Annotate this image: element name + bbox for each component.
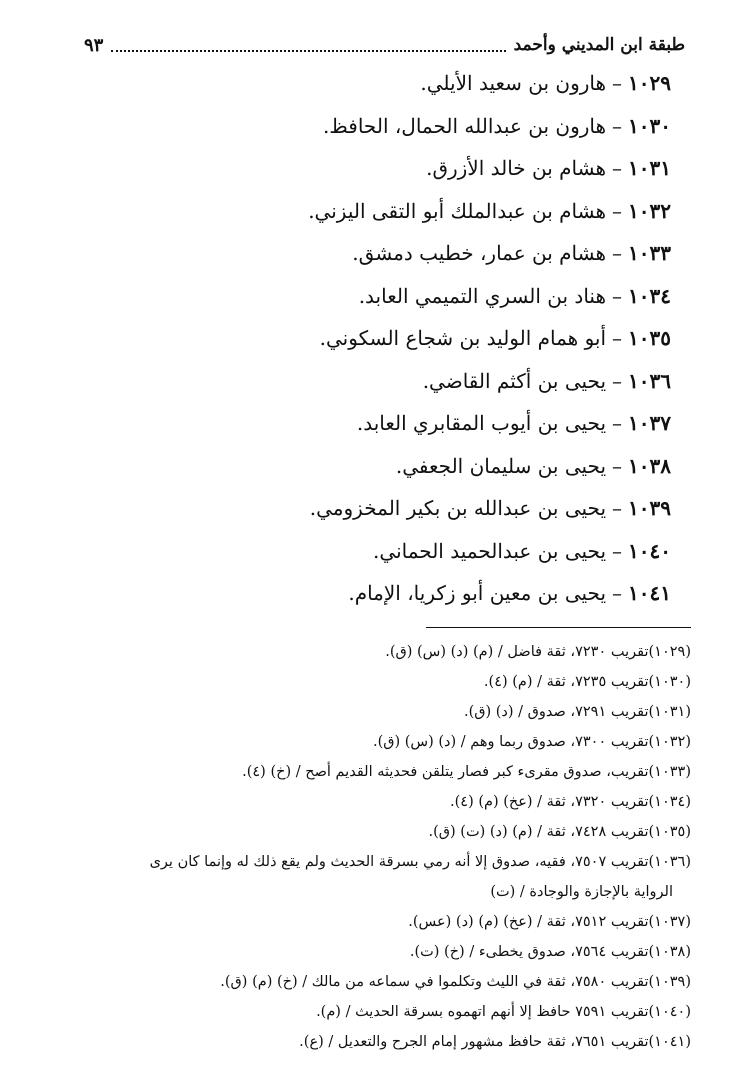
entry-number: ١٠٣٤ (628, 283, 671, 308)
header-leader-dots (111, 38, 505, 52)
entry-text: هارون بن سعيد الأيلي. (420, 71, 607, 95)
entry-number: ١٠٣٣ (628, 241, 671, 265)
footnote: (١٠٣٩)تقريب ٧٥٨٠، ثقة في الليث وتكلموا في سماعه من مالك / (خ) (م) (ق). (220, 974, 691, 990)
footnotes (80, 637, 691, 1057)
footnote: (١٠٣٢)تقريب ٧٣٠٠، صدوق ربما وهم / (د) (س) (ق). (372, 734, 691, 750)
entry-item: ١٠٢٩–هارون بن سعيد الأيلي. (40, 68, 671, 111)
entry-number: ١٠٣١ (628, 156, 671, 180)
entry-number: ١٠٣٠ (628, 113, 671, 138)
entry-text: يحيى بن سليمان الجعفي. (395, 453, 607, 478)
entry-text: يحيى بن عبدالله بن بكير المخزومي. (309, 496, 607, 520)
entry-text: يحيى بن معين أبو زكريا، الإمام. (348, 581, 607, 605)
entry-number: ١٠٤١ (628, 581, 671, 605)
footnote-continuation: الرواية بالإجازة والوجادة / (ت) (490, 884, 673, 900)
entry-number: ١٠٢٩ (628, 71, 671, 95)
entry-item: ١٠٣٩–يحيى بن عبدالله بن بكير المخزومي. (40, 493, 671, 536)
entry-number: ١٠٣٧ (628, 411, 671, 435)
entry-item: ١٠٣٦–يحيى بن أكثم القاضي. (40, 366, 671, 409)
entry-number: ١٠٣٢ (628, 198, 671, 223)
footnote: (١٠٣٣)تقريب، صدوق مقرىء كبر فصار يتلقن فحديثه القديم أصح / (خ) (٤). (242, 764, 691, 780)
footnote: (١٠٣٨)تقريب ٧٥٦٤، صدوق يخطىء / (خ) (ت). (409, 944, 691, 960)
entry-text: هشام بن عبدالملك أبو التقى اليزني. (308, 198, 607, 223)
footnote: (١٠٣٧)تقريب ٧٥١٢، ثقة / (عخ) (م) (د) (عس). (408, 914, 691, 930)
entry-text: هشام بن خالد الأزرق. (426, 156, 607, 180)
entry-number: ١٠٤٠ (628, 538, 671, 563)
entry-item: ١٠٣٢–هشام بن عبدالملك أبو التقى اليزني. (40, 196, 671, 239)
footnote: (١٠٤١)تقريب ٧٦٥١، ثقة حافظ مشهور إمام الجرح والتعديل / (ع). (299, 1034, 691, 1050)
entry-item: ١٠٤٠–يحيى بن عبدالحميد الحماني. (40, 536, 671, 579)
header-title: طبقة ابن المديني وأحمد (513, 35, 685, 55)
footnote: (١٠٣٦)تقريب ٧٥٠٧، فقيه، صدوق إلا أنه رمي بسرقة الحديث ولم يقع ذلك له وإنما كان يرى (149, 854, 691, 870)
footnote: (١٠٢٩)تقريب ٧٢٣٠، ثقة فاضل / (م) (د) (س) (ق). (385, 644, 691, 660)
entry-text: أبو همام الوليد بن شجاع السكوني. (319, 326, 607, 350)
entry-text: يحيى بن أيوب المقابري العابد. (356, 411, 607, 435)
entry-list (40, 68, 671, 621)
entry-text: هشام بن عمار، خطيب دمشق. (352, 241, 607, 265)
entry-item: ١٠٤١–يحيى بن معين أبو زكريا، الإمام. (40, 578, 671, 621)
entry-text: هناد بن السري التميمي العابد. (358, 283, 607, 308)
entry-number: ١٠٣٩ (628, 496, 671, 520)
entry-item: ١٠٣٠–هارون بن عبدالله الحمال، الحافظ. (40, 111, 671, 154)
entry-item: ١٠٣٣–هشام بن عمار، خطيب دمشق. (40, 238, 671, 281)
entry-text: يحيى بن أكثم القاضي. (422, 368, 607, 393)
footnote: (١٠٣٠)تقريب ٧٢٣٥، ثقة / (م) (٤). (483, 674, 691, 690)
entry-item: ١٠٣٥–أبو همام الوليد بن شجاع السكوني. (40, 323, 671, 366)
entry-number: ١٠٣٨ (628, 453, 671, 478)
entry-item: ١٠٣٨–يحيى بن سليمان الجعفي. (40, 451, 671, 494)
entry-text: يحيى بن عبدالحميد الحماني. (373, 538, 607, 563)
entry-item: ١٠٣١–هشام بن خالد الأزرق. (40, 153, 671, 196)
entry-number: ١٠٣٥ (628, 326, 671, 350)
footnote: (١٠٣٤)تقريب ٧٣٢٠، ثقة / (عخ) (م) (٤). (449, 794, 691, 810)
footnote: (١٠٤٠)تقريب ٧٥٩١ حافظ إلا أنهم اتهموه بسرقة الحديث / (م). (316, 1004, 691, 1020)
footnote: (١٠٣٥)تقريب ٧٤٢٨، ثقة / (م) (د) (ت) (ق). (428, 824, 691, 840)
footnote-separator (426, 627, 691, 628)
running-header (84, 30, 685, 60)
entry-item: ١٠٣٧–يحيى بن أيوب المقابري العابد. (40, 408, 671, 451)
footnote: (١٠٣١)تقريب ٧٢٩١، صدوق / (د) (ق). (463, 704, 691, 720)
entry-item: ١٠٣٤–هناد بن السري التميمي العابد. (40, 281, 671, 324)
entry-text: هارون بن عبدالله الحمال، الحافظ. (322, 113, 607, 138)
entry-number: ١٠٣٦ (628, 368, 671, 393)
page-number: ٩٣ (84, 34, 104, 56)
